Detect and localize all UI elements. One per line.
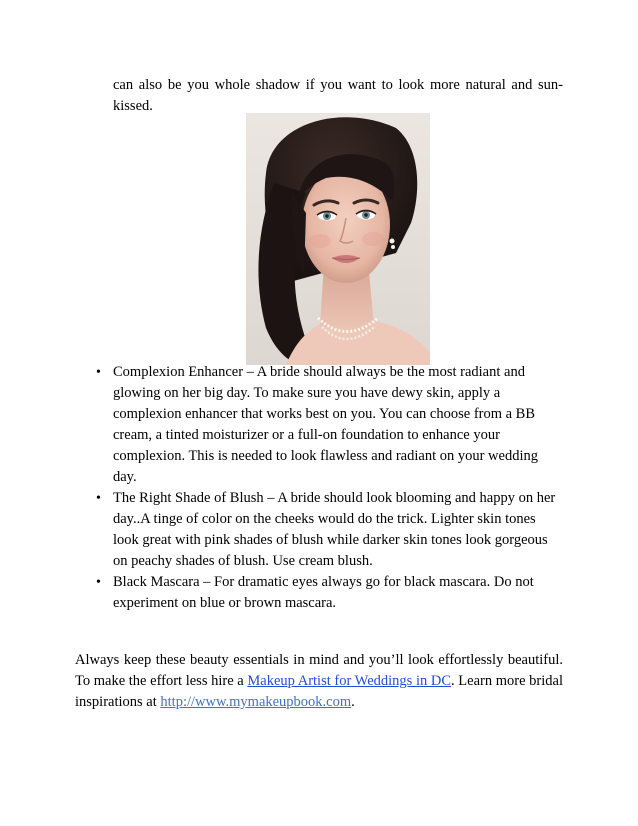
bullet-icon: • [96,491,101,506]
website-url-link[interactable]: http://www.mymakeupbook.com [160,694,352,710]
makeup-artist-link[interactable]: Makeup Artist for Weddings in DC [247,673,452,689]
bullet-icon: • [96,575,101,590]
closing-paragraph [75,650,563,713]
list-item [96,488,565,572]
list-item [96,362,565,488]
closing-text-middle: . Learn more bridal inspirations at [75,673,563,710]
list-item [96,572,565,614]
bride-photo [246,113,430,365]
closing-text-end: . [351,694,355,710]
list-item-text: The Right Shade of Blush – A bride should look blooming and happy on her day..A tinge of color on the cheeks would do the trick. Lighter skin tones look great with pink shades of blush while darker skin tones look gorgeous on peachy shades of blush. Use cream blush. [113,490,556,569]
list-item-text: Black Mascara – For dramatic eyes always go for black mascara. Do not experiment on blue or brown mascara. [113,574,534,611]
bullet-icon: • [96,365,101,380]
closing-text-start: Always keep these beauty essentials in mind and you’ll look effortlessly beautiful. To make the effort less hire a [75,652,563,689]
intro-paragraph: can also be you whole shadow if you want to look more natural and sun-kissed. [113,77,563,114]
beauty-essentials-list [96,362,565,614]
list-item-text: Complexion Enhancer – A bride should always be the most radiant and glowing on her big day. To make sure you have dewy skin, apply a complexion enhancer that works best on you. You can choose from a BB cream, a tinted moisturizer or a full-on foundation to enhance your complexion. This is needed to look flawless and radiant on your wedding day. [113,364,538,485]
